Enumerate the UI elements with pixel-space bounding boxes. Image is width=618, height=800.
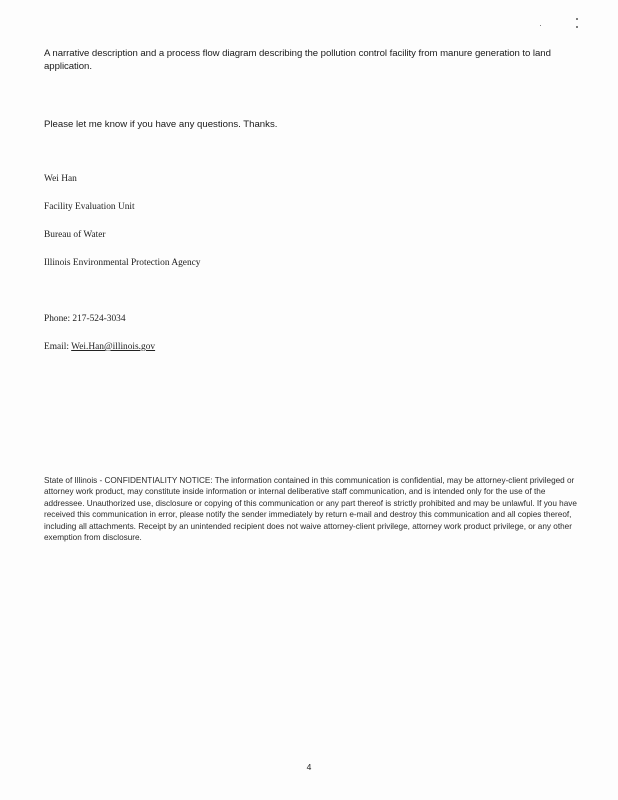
signature-bureau: Bureau of Water [44,230,106,240]
signature-email-line [44,341,155,353]
intro-paragraph: A narrative description and a process flow diagram describing the pollution control facility from manure generation to land application. [44,48,551,72]
confidentiality-notice: State of Illinois - CONFIDENTIALITY NOTICE: The information contained in this communication is confidential, may be attorney-client privileged or attorney work product, may constitute inside information or internal deliberative staff communication, and is intended only for the use of the addressee. Unauthorized use, disclosure or copying of this communication or any part thereof is strictly prohibited and may be unlawful. If you have received this communication in error, please notify the sender immediately by return e-mail and destroy this communication and all copies thereof, including all attachments. Receipt by an unintended recipient does not waive attorney-client privilege, attorney work product privilege, or any other exemption from disclosure. [44,476,577,543]
scan-speck [576,26,578,28]
scan-speck [540,25,541,26]
scan-speck [576,18,578,20]
closing-line: Please let me know if you have any questions. Thanks. [44,119,278,130]
signature-agency: Illinois Environmental Protection Agency [44,258,201,268]
email-link[interactable]: Wei.Han@illinois.gov [71,342,156,352]
signature-name: Wei Han [44,174,77,184]
signature-unit: Facility Evaluation Unit [44,202,135,212]
email-label: Email: [44,342,72,352]
signature-phone: Phone: 217-524-3034 [44,314,126,324]
page-number: 4 [306,762,312,772]
